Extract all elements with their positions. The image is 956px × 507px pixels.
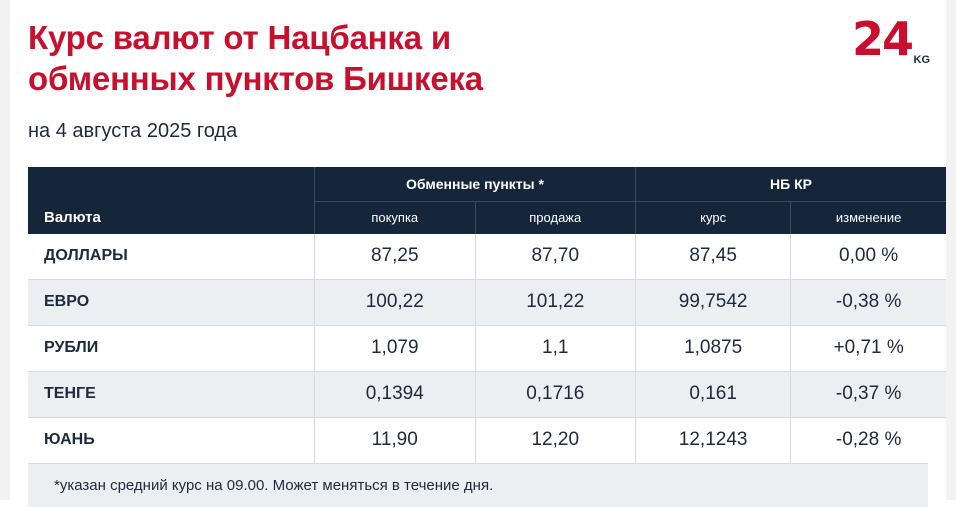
rates-table	[28, 167, 946, 463]
logo-24kg	[852, 12, 930, 70]
cell-change: +0,71 %	[791, 325, 946, 371]
cell-sell: 12,20	[475, 417, 636, 463]
cell-buy: 100,22	[315, 279, 476, 325]
cell-rate: 1,0875	[636, 325, 791, 371]
cell-rate: 12,1243	[636, 417, 791, 463]
cell-change: -0,37 %	[791, 371, 946, 417]
cell-currency-name: ДОЛЛАРЫ	[28, 234, 315, 280]
cell-change: 0,00 %	[791, 234, 946, 280]
cell-currency-name: ЮАНЬ	[28, 417, 315, 463]
cell-change: -0,38 %	[791, 279, 946, 325]
column-header-currency: Валюта	[28, 167, 315, 234]
page-title-line-1: Курс валют от Нацбанка и	[28, 19, 451, 56]
column-group-exchange-offices: Обменные пункты *	[315, 167, 636, 202]
column-header-sell: продажа	[475, 201, 636, 234]
cell-rate: 87,45	[636, 234, 791, 280]
table-body	[28, 234, 946, 463]
table-head	[28, 167, 946, 234]
cell-change: -0,28 %	[791, 417, 946, 463]
cell-sell: 0,1716	[475, 371, 636, 417]
table-head-row-groups	[28, 167, 946, 202]
rates-table-wrapper	[28, 167, 928, 507]
cell-buy: 11,90	[315, 417, 476, 463]
cell-buy: 1,079	[315, 325, 476, 371]
column-header-buy: покупка	[315, 201, 476, 234]
logo-domain-label: KG	[913, 54, 930, 66]
cell-currency-name: РУБЛИ	[28, 325, 315, 371]
table-row	[28, 371, 946, 417]
table-row	[28, 417, 946, 463]
cell-buy: 0,1394	[315, 371, 476, 417]
table-row	[28, 279, 946, 325]
header	[0, 0, 956, 143]
page-subtitle: на 4 августа 2025 года	[28, 119, 238, 142]
table-row	[28, 325, 946, 371]
column-group-nbkr: НБ КР	[636, 167, 947, 202]
page-title-line-2: обменных пунктов Бишкека	[28, 59, 483, 97]
logo-number: 24	[852, 12, 913, 66]
cell-currency-name: ЕВРО	[28, 279, 315, 325]
page-title	[28, 18, 668, 100]
table-row	[28, 234, 946, 280]
cell-currency-name: ТЕНГЕ	[28, 371, 315, 417]
cell-sell: 101,22	[475, 279, 636, 325]
table-footnote: *указан средний курс на 09.00. Может меняться в течение дня.	[28, 463, 928, 507]
column-header-rate: курс	[636, 201, 791, 234]
cell-sell: 1,1	[475, 325, 636, 371]
column-header-change: изменение	[791, 201, 946, 234]
cell-buy: 87,25	[315, 234, 476, 280]
cell-sell: 87,70	[475, 234, 636, 280]
cell-rate: 0,161	[636, 371, 791, 417]
cell-rate: 99,7542	[636, 279, 791, 325]
